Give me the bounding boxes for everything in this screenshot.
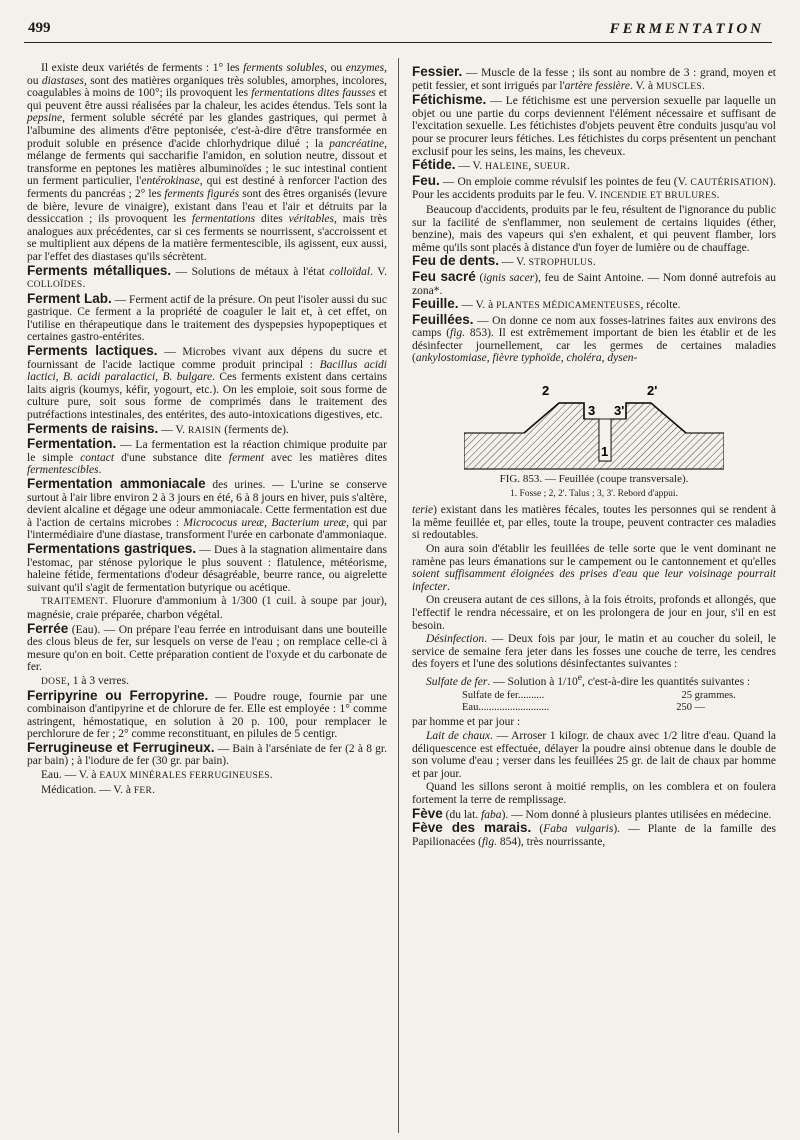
- right-column-end: [412, 716, 776, 848]
- dictionary-entry: [27, 739, 387, 768]
- entry-headword: Ferment Lab.: [27, 290, 112, 306]
- figure-853: [412, 371, 776, 500]
- entry-headword: Fève: [412, 805, 443, 821]
- entry-body: — La fermentation est la réaction chimique produite par le simple contact d'une substance dite ferment avec les matières dites fermentescibles.: [27, 439, 388, 477]
- page-number: 499: [28, 20, 51, 36]
- entry-headword: Ferments de raisins.: [27, 420, 159, 436]
- row-unit: —: [692, 702, 706, 714]
- label-rebord-left: 3: [588, 403, 596, 419]
- dictionary-entry: [27, 620, 387, 674]
- paragraph: terie) existant dans les matières fécales, toutes les personnes qui se rendent à la même feuillée et, par elles, toute la troupe, peuvent contracter ces maladies si redoutables.: [412, 504, 776, 542]
- dictionary-entry: [412, 94, 776, 158]
- entry-headword: Fève des marais.: [412, 820, 532, 836]
- paragraph: TRAITEMENT. Fluorure d'ammonium à 1/300 (1 cuil. à soupe par jour), magnésie, craie préparée, charbon végétal.: [27, 595, 387, 621]
- paragraph: On aura soin d'établir les feuillées de telle sorte que le vent dominant ne ramène pas leurs émanations sur le campement ou le cantonnement et qu'elles soient suffisamment éloignées des prises d'eau que leur voisinage pourrait infecter.: [412, 543, 776, 593]
- row-value: 250: [676, 702, 692, 714]
- paragraph: Eau. — V. à EAUX MINÉRALES FERRUGINEUSES.: [41, 769, 273, 782]
- figure-legend: 1. Fosse ; 2, 2'. Talus ; 3, 3'. Rebord d'appui.: [510, 488, 678, 499]
- left-column: [27, 62, 387, 798]
- entry-headword: Feuille.: [412, 296, 459, 312]
- dictionary-entry: [412, 805, 776, 822]
- entry-body: — Poudre rouge, fournie par une combinaison d'antipyrine et de chlorure de fer. Elle est employée : 1° comme astringent, hémostatique, en solution à 20 p. 100, pour remplacer le perchlorure de fer ; 2° comme reconstituant, en pilules de 5 centigr.: [27, 690, 387, 741]
- paragraph: Désinfection. — Deux fois par jour, le matin et au coucher du soleil, le service de semaine fera jeter dans les fosses une couche de terre, les cendres des foyers et l'une des solutions désinfectantes suivantes :: [412, 633, 776, 671]
- entry-headword: Fétide.: [412, 157, 456, 173]
- entry-body: — Dues à la stagnation alimentaire dans l'estomac, par sténose pylorique le plus souvent : flatulence, météorisme, haleine fétide, fermentations d'odeur désagréable, beurre rance, ou aigrelette suivant qu'il s'agit de fermentation butyrique ou acétique.: [27, 543, 388, 594]
- entry-body: — V. à PLANTES MÉDICAMENTEUSES, récolte.: [458, 299, 681, 312]
- paragraph: Quand les sillons seront à moitié remplis, on les comblera et on foulera fortement la terre de remplissage.: [412, 781, 776, 806]
- entry-headword: Fétichisme.: [412, 92, 487, 108]
- row-label: Eau...........................: [462, 702, 550, 714]
- right-column-bottom: [412, 504, 776, 688]
- dictionary-entry: [412, 172, 776, 203]
- entry-body: des urines. — L'urine se conserve surtout à l'air libre environ 2 à 3 jours en été, 6 à 8 jours en hiver, puis s'altère, devient alcaline et dégage une odeur ammoniacale. Cette fermentation est due à l'action de certains microbes : Micrococus ureæ, Bacterium ureæ, qui par l'intermédiaire d'une diastase, transforment l'urée en carbonate d'ammoniaque.: [27, 479, 387, 542]
- entry-body: — Microbes vivant aux dépens du sucre et fournissant de l'acide lactique comme produit principal : Bacillus acidi lactici, B. acidi paralactici, B. bulgare. Ces ferments existent dans certains laits aigris (koumys, kéfir, yogourt, etc.). On les emploie, soit sous forme de culture pure, soit sous forme de comprimés dans le traitement des putréfactions intestinales, des entérites, des auto-intoxications digestives, etc.: [27, 346, 388, 422]
- entry-body: — V. STROPHULUS.: [499, 256, 596, 269]
- entry-body: (Faba vulgaris). — Plante de la famille des Papilionacées (fig. 854), très nourrissante,: [412, 823, 776, 848]
- dictionary-entry: [27, 540, 388, 594]
- entry-body: — On emploie comme révulsif les pointes de feu (V. CAUTÉRISATION). Pour les accidents produits par le feu. V. INCENDIE ET BRULURES.: [412, 175, 776, 202]
- paragraph: Médication. — V. à FER.: [41, 783, 156, 796]
- dictionary-entry: [27, 290, 388, 344]
- entry-headword: Fermentation ammoniacale: [27, 476, 206, 491]
- entry-headword: Ferments métalliques.: [27, 262, 172, 278]
- feuillee-cross-section-drawing: [464, 371, 724, 471]
- entry-headword: Ferrée: [27, 620, 69, 636]
- row-unit: grammes.: [692, 690, 736, 702]
- dictionary-entry: [412, 66, 776, 93]
- dictionary-entry: [412, 268, 776, 297]
- entry-body: — Solutions de métaux à l'état colloïdal. V. COLLOÏDES.: [27, 265, 387, 291]
- dictionary-entry: [412, 159, 776, 174]
- entry-headword: Feu.: [412, 172, 440, 188]
- table-row: [462, 690, 776, 702]
- entry-headword: Ferripyrine ou Ferropyrine.: [27, 687, 209, 703]
- paragraph: par homme et par jour :: [412, 716, 521, 729]
- label-talus-left: 2: [542, 383, 550, 399]
- dictionary-entry: [27, 345, 387, 422]
- entry-body: — Muscle de la fesse ; ils sont au nombre de 3 : grand, moyen et petit fessier, et sont irrigués par l'artère fessière. V. à MUSCLES.: [412, 67, 776, 92]
- entry-headword: Ferrugineuse et Ferrugineux.: [27, 739, 215, 755]
- dictionary-entry: [27, 420, 387, 438]
- dictionary-entry: [412, 822, 776, 848]
- running-title: FERMENTATION: [609, 21, 764, 37]
- paragraph: DOSE, 1 à 3 verres.: [41, 674, 129, 687]
- dictionary-entry: [27, 262, 387, 292]
- entry-body: — On donne ce nom aux fosses-latrines faites aux environs des camps (fig. 853). Il est extrêmement important de bien les établir et de les désinfecter journellement, car les germes de certaines maladies (ankylostomiase, fièvre typhoïde, choléra, dysen-: [412, 314, 776, 365]
- entry-headword: Fessier.: [412, 64, 463, 79]
- entry-body: — Le fétichisme est une perversion sexuelle par laquelle un objet ou une partie du corps deviennent l'élément nécessaire et suffisant de l'excitation sexuelle. Les fétichistes d'objets peuvent être conduits jusqu'au vol pour se procurer leurs fétiches. Les fétichistes du corps présentent un penchant exclusif pour les seins, les mains, les cheveux.: [412, 95, 776, 158]
- paragraph: Sulfate de fer. — Solution à 1/10e, c'est-à-dire les quantités suivantes :: [426, 671, 751, 688]
- entry-headword: Ferments lactiques.: [27, 343, 158, 359]
- label-fosse: 1: [601, 444, 609, 460]
- entry-headword: Feu de dents.: [412, 253, 500, 269]
- dictionary-entry: [412, 311, 776, 365]
- right-column: [412, 66, 776, 849]
- paragraph: Il existe deux variétés de ferments : 1° les ferments solubles, ou enzymes, ou diastases, sont des matières organiques très solubles, amorphes, incolores, coagulables à moins de 100°; ils provoquent les fermentations dites fausses et qui peuvent être aussi réalisées par la chaleur, les acides étendus. Tels sont la pepsine, ferment soluble sécrété par les glandes gastriques, qui permet à l'albumine des aliments d'être peptonisée, c'est-à-dire d'être transformée en produit soluble en présence d'acide chlorhydrique dilué ; la pancréatine, mélange de ferments qui saccharifie l'amidon, en solution neutre, dissout et transforme en peptones les matières albuminoïdes ; le suc intestinal contient un ferment particulier, l'entérokinase, qui est destiné à renforcer l'action des ferments du pancréas ; 2° les ferments figurés sont des êtres organisés (levure de bière, levure de vinaigre), existant dans l'eau et l'air et détruits par la dessiccation ; ils provoquent les fermentations dites véritables, mais très analogues aux précédentes, car si ces ferments se nourrissent, s'accroissent et se multiplient aux dépens de la matière fermentescible, ils agissent, eux aussi, par l'effet des diastases qu'ils sécrètent.: [27, 62, 387, 263]
- dictionary-entry: [27, 438, 387, 477]
- row-value: 25: [681, 690, 692, 702]
- label-rebord-right: 3': [614, 403, 625, 419]
- page-header: [24, 18, 772, 43]
- paragraph: Beaucoup d'accidents, produits par le feu, résultent de l'ignorance du public sur la facilité de s'enflammer, non seulement de certains liquides (éther, benzine), mais des vapeurs qui s'en exhalent, et qui peuvent flamber, lors même qu'ils sont placés à distance d'un foyer de lumière ou de chauffage.: [412, 203, 776, 254]
- figure-caption: FIG. 853. — Feuillée (coupe transversale).: [499, 473, 689, 486]
- entry-headword: Feuillées.: [412, 311, 474, 327]
- paragraph: On creusera autant de ces sillons, à la fois étroits, profonds et allongés, que l'effectif le rendra nécessaire, et on les prolongera de jour en jour, s'il en est besoin.: [412, 594, 776, 632]
- paragraph: Lait de chaux. — Arroser 1 kilogr. de chaux avec 1/2 litre d'eau. Quand la déliquescence est effectuée, délayer la poudre ainsi obtenue dans le double de son volume d'eau ; verser dans les feuillées 25 gr. de lait de chaux par homme et par jour.: [412, 729, 777, 780]
- entry-body: — V. HALEINE, SUEUR.: [455, 160, 570, 173]
- entry-headword: Fermentation.: [27, 436, 117, 452]
- quantity-table: [462, 690, 776, 714]
- dictionary-entry: [412, 298, 776, 313]
- right-column-top: [412, 66, 776, 365]
- dictionary-entry: [412, 255, 776, 270]
- entry-body: — V. RAISIN (ferments de).: [158, 423, 289, 436]
- entry-headword: Fermentations gastriques.: [27, 540, 197, 556]
- entry-body: (ignis sacer), feu de Saint Antoine. — Nom donné autrefois au zona*.: [412, 271, 776, 297]
- entry-headword: Feu sacré: [412, 268, 476, 284]
- row-label: Sulfate de fer..........: [462, 690, 545, 702]
- dictionary-entry: [27, 478, 387, 542]
- entry-body: — Bain à l'arséniate de fer (2 à 8 gr. par bain) ; à l'iodure de fer (30 gr. par bain).: [27, 742, 387, 768]
- label-talus-right: 2': [647, 383, 658, 399]
- table-row: [462, 702, 776, 714]
- entry-body: (du lat. faba). — Nom donné à plusieurs plantes utilisées en médecine.: [442, 808, 772, 821]
- dictionary-entry: [27, 687, 387, 741]
- entry-body: (Eau). — On prépare l'eau ferrée en introduisant dans une bouteille des clous bleus de fer, sur lesquels on verse de l'eau ; on remplace celle-ci à mesure qu'on en boit. Cette préparation contient de l'oxyde et du carbonate de fer.: [27, 623, 387, 674]
- column-separator: [398, 58, 399, 1133]
- entry-body: — Ferment actif de la présure. On peut l'isoler aussi du suc gastrique. Ce ferment a la propriété de coaguler le lait et, à cet effet, on l'utilise en thérapeutique dans le traitement des dyspepsies hypopeptiques et certaines gastro-entérites.: [27, 293, 388, 344]
